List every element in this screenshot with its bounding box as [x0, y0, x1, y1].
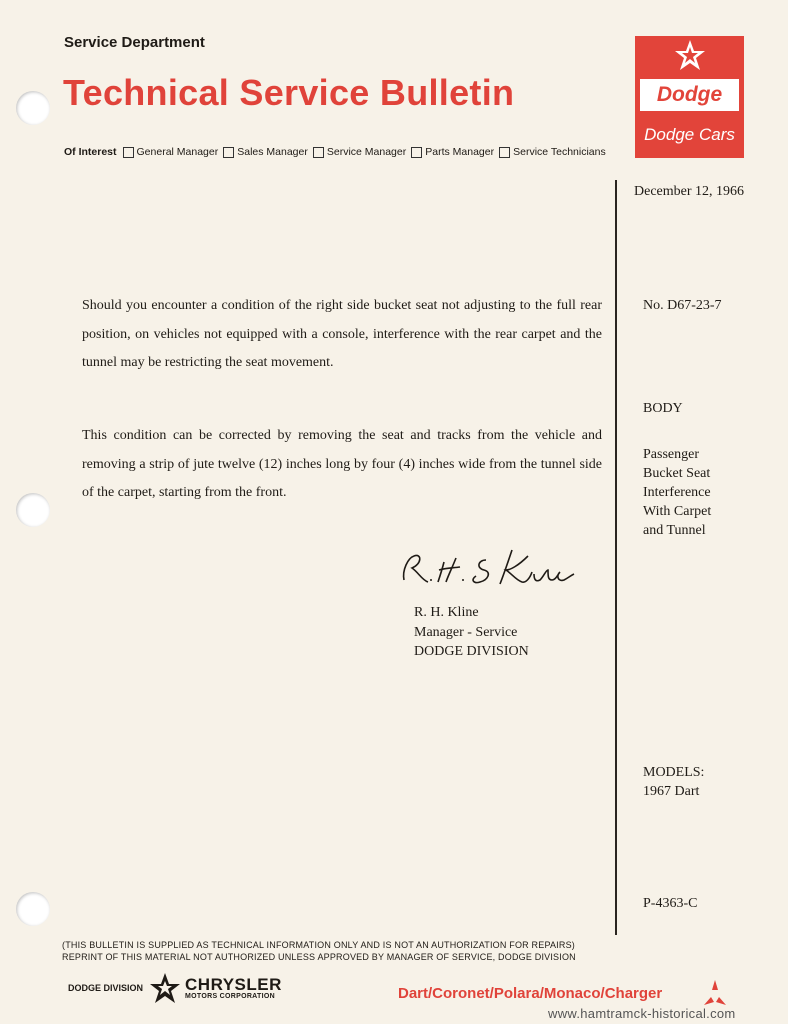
- pentastar-icon: [674, 39, 706, 71]
- models-label: MODELS:: [643, 765, 705, 780]
- checkbox-sales-manager[interactable]: [223, 147, 234, 158]
- handwritten-signature: [398, 540, 578, 592]
- disclaimer-line-1: (THIS BULLETIN IS SUPPLIED AS TECHNICAL INFORMATION ONLY AND IS NOT AN AUTHORIZATION FOR REPAIRS): [62, 940, 575, 950]
- signer-block: [414, 603, 529, 662]
- body-paragraph-1: Should you encounter a condition of the right side bucket seat not adjusting to the full rear position, on vehicles not equipped with a console, interference with the rear carpet and the tunnel may be restricting the seat movement.: [82, 298, 602, 370]
- binder-hole-middle: [16, 493, 50, 527]
- checkbox-service-technicians[interactable]: [499, 147, 510, 158]
- subject-line: Interference: [643, 485, 711, 500]
- binder-hole-bottom: [16, 892, 50, 926]
- pentastar-icon: [149, 972, 181, 1004]
- subject-line: Bucket Seat: [643, 466, 711, 481]
- models-block: [643, 763, 704, 801]
- service-department-label: Service Department: [64, 34, 205, 51]
- dodge-logo: [635, 36, 744, 158]
- section-label: BODY: [643, 401, 683, 416]
- bulletin-date: December 12, 1966: [634, 184, 745, 199]
- option-general-manager: General Manager: [136, 146, 219, 158]
- model-lineup: Dart/Coronet/Polara/Monaco/Charger: [398, 985, 663, 1002]
- signer-division: DODGE DIVISION: [414, 644, 529, 659]
- dodge-wordmark: Dodge: [656, 83, 723, 106]
- chrysler-wordmark: CHRYSLER: [185, 974, 282, 994]
- column-divider: [615, 180, 617, 935]
- subject-line: Passenger: [643, 447, 699, 462]
- disclaimer: [62, 939, 576, 963]
- option-service-manager: Service Manager: [326, 146, 407, 158]
- subject-line: With Carpet: [643, 504, 712, 519]
- signer-title: Manager - Service: [414, 624, 518, 640]
- of-interest-checklist: [64, 146, 609, 158]
- chrysler-branding: [68, 972, 282, 1004]
- signer-name: R. H. Kline: [414, 605, 479, 620]
- bulletin-number: No. D67-23-7: [643, 298, 722, 313]
- motors-corporation-label: MOTORS CORPORATION: [185, 992, 275, 1000]
- models-value: 1967 Dart: [643, 784, 700, 799]
- disclaimer-line-2: REPRINT OF THIS MATERIAL NOT AUTHORIZED UNLESS APPROVED BY MANAGER OF SERVICE, DODGE DIVISION: [62, 952, 576, 962]
- option-parts-manager: Parts Manager: [425, 146, 495, 158]
- bulletin-title: Technical Service Bulletin: [63, 72, 515, 113]
- form-number: P-4363-C: [643, 896, 698, 911]
- checkbox-parts-manager[interactable]: [411, 147, 422, 158]
- body-paragraph-2: This condition can be corrected by removing the seat and tracks from the vehicle and removing a strip of jute twelve (12) inches long by four (4) inches wide from the tunnel side of the carpet, starting from the front.: [82, 428, 602, 500]
- dodge-fratzog-icon: [701, 978, 729, 1008]
- option-sales-manager: Sales Manager: [237, 146, 308, 158]
- subject-block: [643, 445, 711, 540]
- option-service-technicians: Service Technicians: [513, 146, 606, 158]
- dodge-division-label: DODGE DIVISION: [68, 983, 144, 993]
- binder-hole-top: [16, 91, 50, 125]
- watermark-url: www.hamtramck-historical.com: [548, 1006, 736, 1021]
- checkbox-general-manager[interactable]: [123, 147, 134, 158]
- of-interest-label: Of Interest: [64, 146, 117, 158]
- dodge-wordmark-box: [640, 79, 739, 111]
- dodge-cars-label: Dodge Cars: [644, 125, 735, 144]
- subject-line: and Tunnel: [643, 523, 706, 538]
- checkbox-service-manager[interactable]: [313, 147, 324, 158]
